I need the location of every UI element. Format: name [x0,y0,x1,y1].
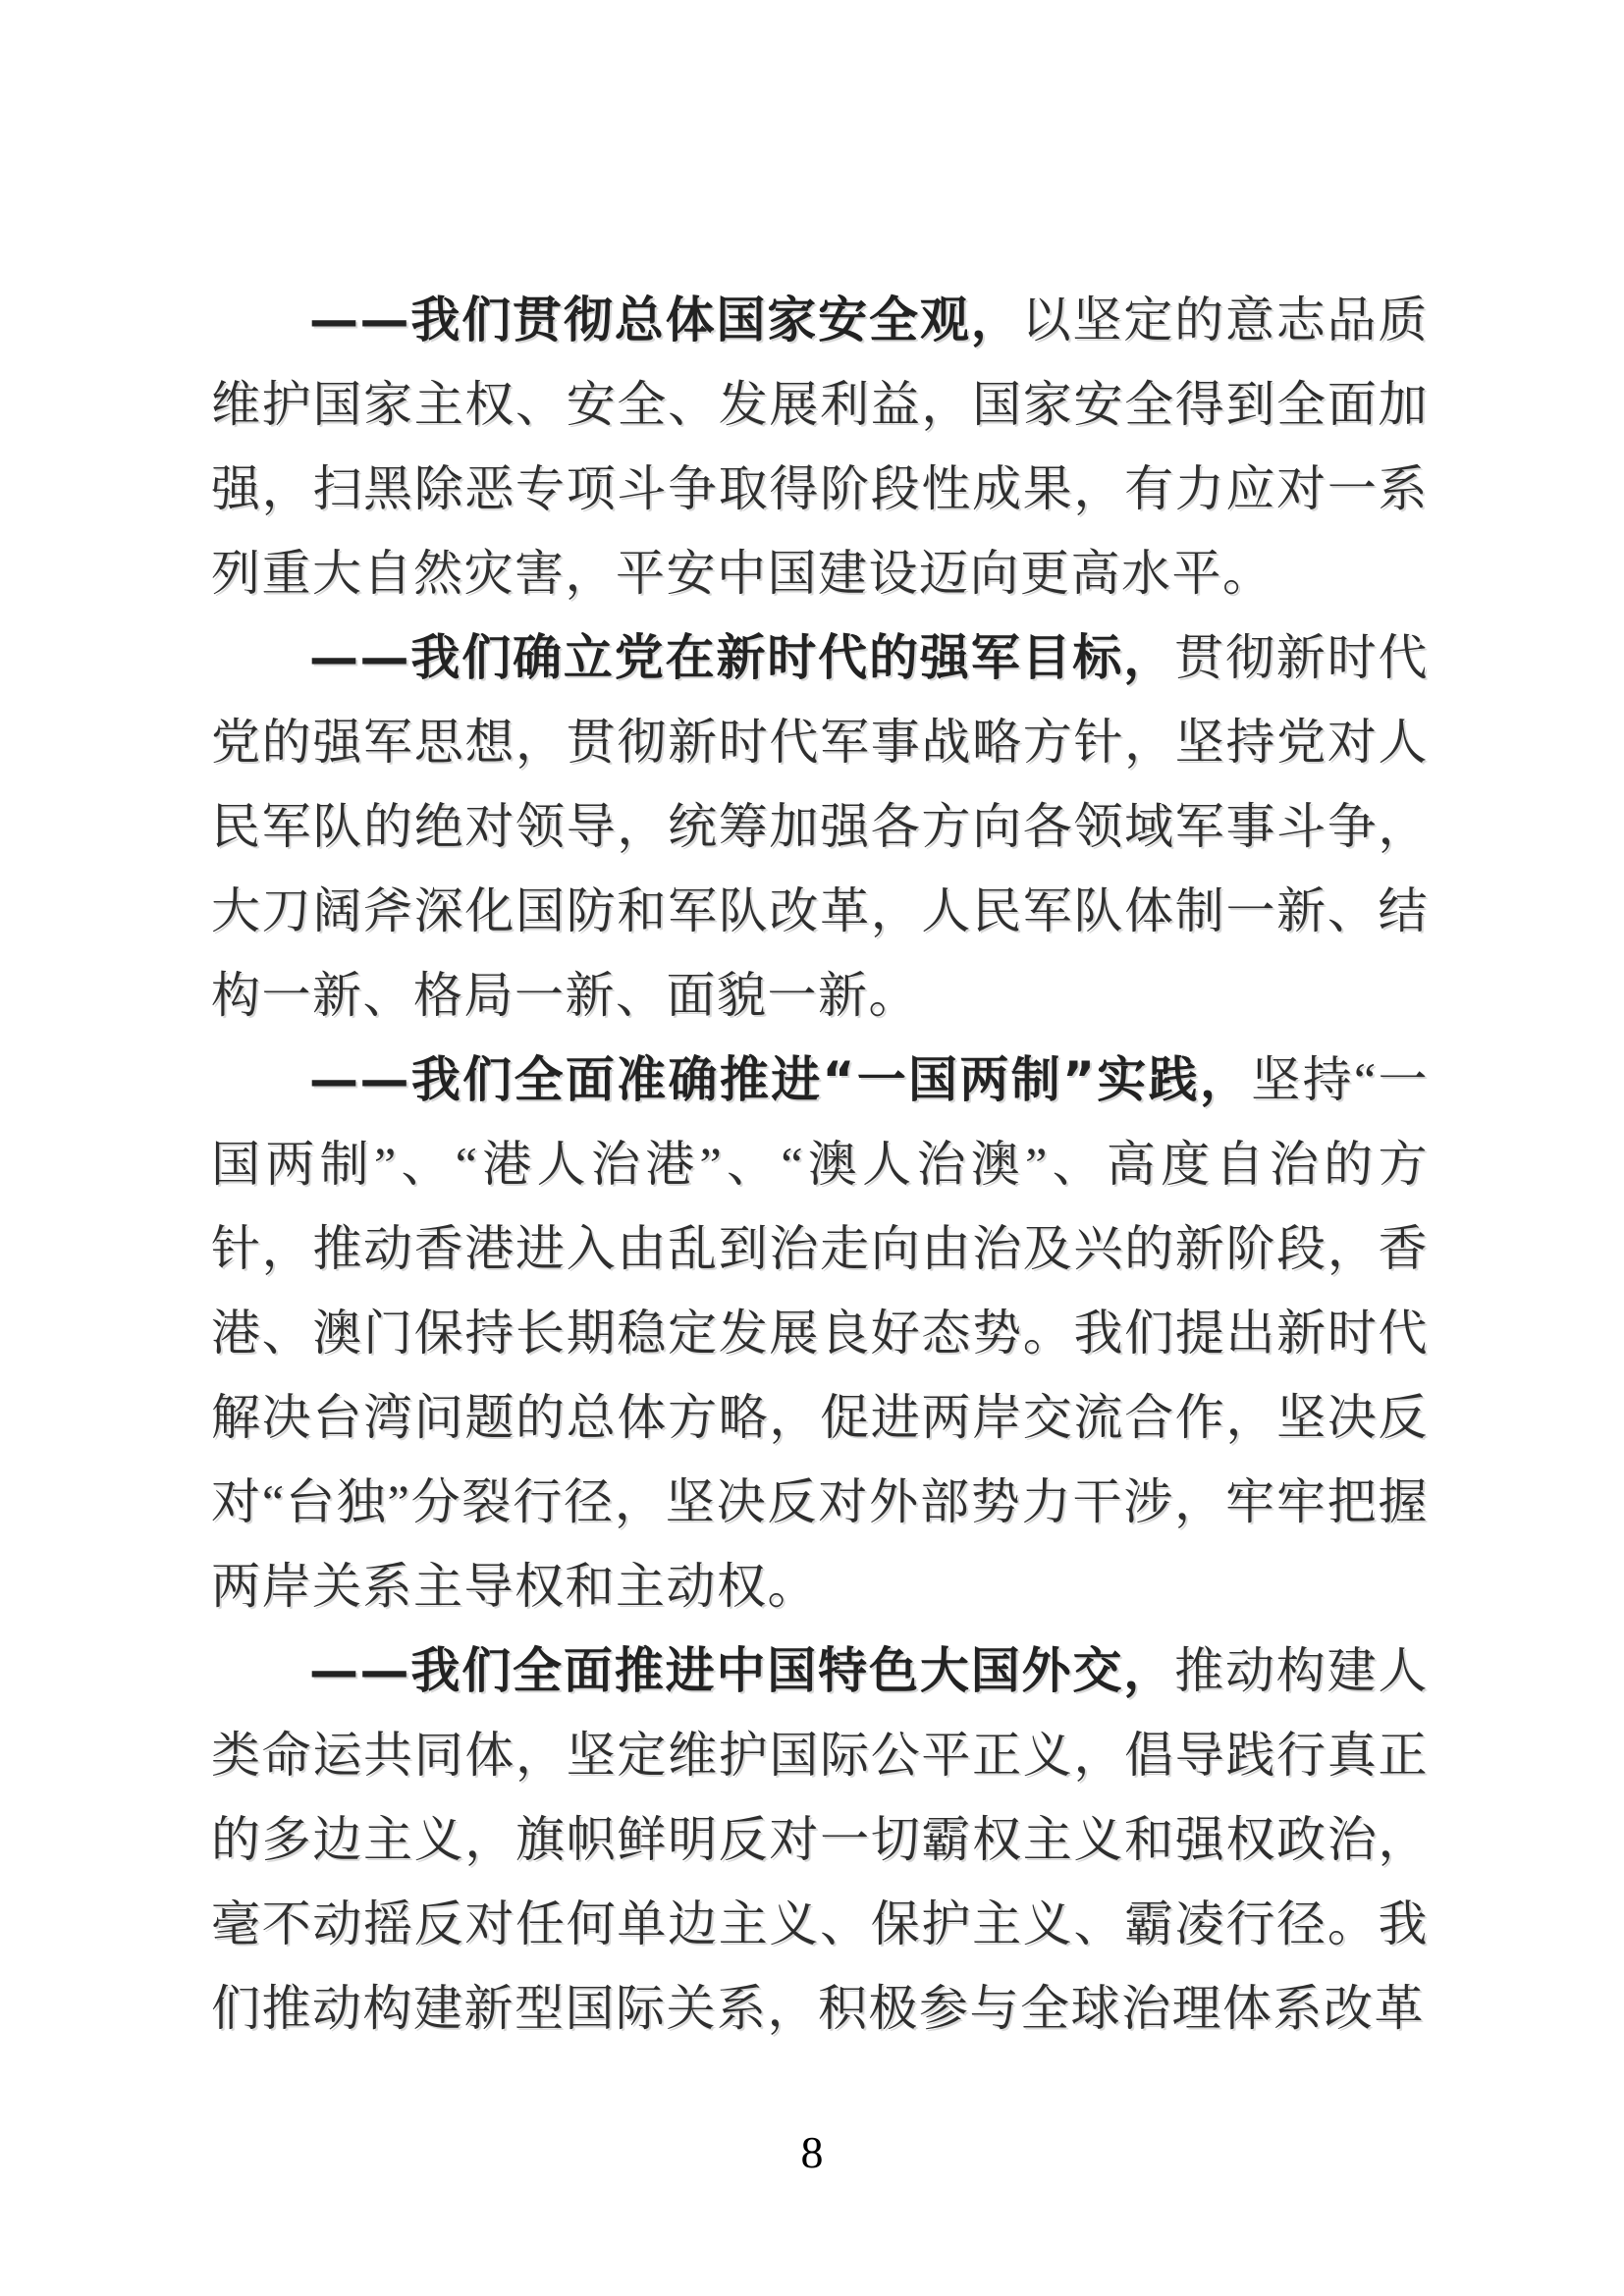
text-block [211,278,1429,2051]
paragraph-text: 以坚定的意志品质维护国家主权、安全、发展利益，国家安全得到全面加强，扫黑除恶专项斗争取得阶段性成果，有力应对一系列重大自然灾害，平安中国建设迈向更高水平。 [211,293,1430,601]
paragraph-text: 推动构建人类命运共同体，坚定维护国际公平正义，倡导践行真正的多边主义，旗帜鲜明反对一切霸权主义和强权政治，毫不动摇反对任何单边主义、保护主义、霸凌行径。我们推动构建新型国际关系，积极参与全球治理体系改革 [211,1643,1430,2036]
page-number: 8 [800,2127,824,2177]
paragraph-lead: ——我们全面推进中国特色大国外交， [309,1642,1175,1699]
paragraph-lead: ——我们贯彻总体国家安全观， [309,292,1022,348]
paragraph-text: 贯彻新时代党的强军思想，贯彻新时代军事战略方针，坚持党对人民军队的绝对领导，统筹加强各方向各领域军事斗争，大刀阔斧深化国防和军队改革，人民军队体制一新、结构一新、格局一新、面貌一新。 [211,630,1430,1023]
paragraph [211,1629,1429,2051]
paragraph [211,1038,1429,1629]
paragraph-text: 坚持“一国两制”、“港人治港”、“澳人治澳”、高度自治的方针，推动香港进入由乱到治走向由治及兴的新阶段，香港、澳门保持长期稳定发展良好态势。我们提出新时代解决台湾问题的总体方略，促进两岸交流合作，坚决反对“台独”分裂行径，坚决反对外部势力干涉，牢牢把握两岸关系主导权和主动权。 [211,1052,1429,1614]
paragraph [211,615,1429,1038]
paragraph [211,278,1429,615]
paragraph-lead: ——我们全面准确推进“一国两制”实践， [309,1051,1252,1108]
paragraph-lead: ——我们确立党在新时代的强军目标， [309,629,1175,686]
